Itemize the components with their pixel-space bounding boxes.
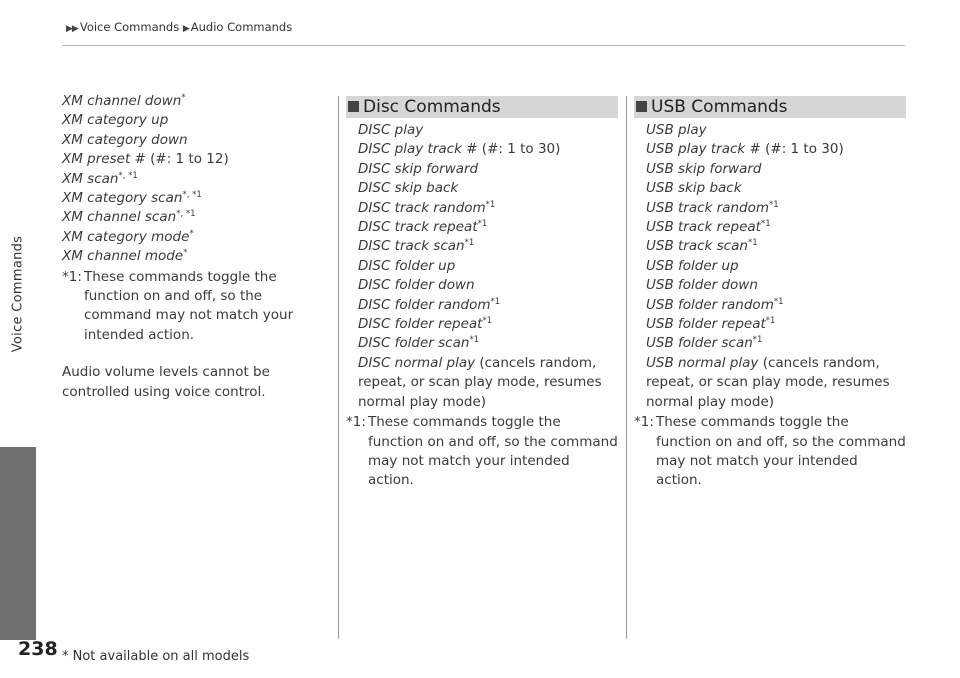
column-divider xyxy=(626,96,627,639)
footnote-marker: *, *1 xyxy=(176,209,196,220)
command-line xyxy=(646,199,906,218)
command-line xyxy=(358,121,618,140)
command-line xyxy=(358,296,618,315)
command-line xyxy=(62,131,324,150)
footnote-marker: *, *1 xyxy=(182,190,202,201)
command-line xyxy=(358,237,618,256)
footnote-marker: *1 xyxy=(760,219,771,230)
command-text: DISC folder scan xyxy=(358,335,470,352)
footnote-marker: *1 xyxy=(765,316,776,327)
double-arrow-icon: ▶▶ xyxy=(66,24,78,34)
command-text: USB folder random xyxy=(646,296,774,313)
note-text: These commands toggle the function on and off, so the command may not match your intended action. xyxy=(368,414,618,489)
command-line xyxy=(646,160,906,179)
breadcrumb-audio-commands[interactable]: Audio Commands xyxy=(190,20,293,34)
command-text: USB folder scan xyxy=(646,335,753,352)
usb-note xyxy=(634,413,906,491)
command-text: DISC play xyxy=(358,122,424,138)
footnote-marker: * xyxy=(189,228,194,239)
command-text: XM channel scan xyxy=(62,209,177,226)
footnote-marker: *1 xyxy=(485,199,496,210)
command-line xyxy=(62,92,324,111)
command-text: XM category scan xyxy=(62,190,183,207)
command-text: USB folder up xyxy=(646,257,739,274)
disc-commands-header xyxy=(346,96,618,118)
command-text: DISC play track xyxy=(358,141,462,158)
command-text: DISC track repeat xyxy=(358,219,478,236)
command-line xyxy=(358,257,618,276)
command-text: USB play track xyxy=(646,141,746,158)
command-text: XM channel down xyxy=(62,93,182,109)
footnote-marker: *1 xyxy=(773,296,784,307)
usb-normal-play-label: USB normal play xyxy=(646,354,759,371)
disc-normal-play-desc: (cancels random, repeat, or scan play mode, resumes normal play mode) xyxy=(358,354,602,410)
footnote-marker: *1 xyxy=(464,238,475,249)
command-line xyxy=(62,247,324,266)
side-tab-active-marker xyxy=(0,447,36,640)
command-text: USB folder down xyxy=(646,277,758,294)
command-line xyxy=(358,199,618,218)
footnote-marker: *1 xyxy=(490,296,501,307)
page-number: 238 xyxy=(18,638,58,660)
command-line xyxy=(62,228,324,247)
command-text: XM category mode xyxy=(62,228,190,245)
command-line xyxy=(62,208,324,227)
command-text: XM channel mode xyxy=(62,248,184,265)
side-tab-label[interactable]: Voice Commands xyxy=(10,235,26,353)
usb-commands-header xyxy=(634,96,906,118)
command-text: USB skip forward xyxy=(646,160,762,177)
command-line xyxy=(358,218,618,237)
footnote-marker: *1 xyxy=(769,199,779,210)
command-text: DISC folder down xyxy=(358,277,475,294)
breadcrumb xyxy=(66,20,292,34)
usb-column xyxy=(634,121,906,491)
footnote-marker: *1 xyxy=(482,316,493,327)
disc-column xyxy=(346,121,618,491)
command-text: DISC folder random xyxy=(358,296,491,313)
command-parameter: # (#: 1 to 12) xyxy=(130,151,229,168)
command-line xyxy=(646,218,906,237)
breadcrumb-voice-commands[interactable]: Voice Commands xyxy=(79,20,180,34)
footnote: * Not available on all models xyxy=(62,649,250,664)
left-note xyxy=(62,268,324,346)
column-divider xyxy=(338,96,339,639)
command-text: DISC skip back xyxy=(358,180,459,197)
command-line xyxy=(646,121,906,140)
command-line xyxy=(62,170,324,189)
command-parameter: # (#: 1 to 30) xyxy=(461,141,561,158)
usb-normal-play xyxy=(634,354,906,412)
command-line xyxy=(646,276,906,295)
command-line xyxy=(646,334,906,353)
footnote-marker: * xyxy=(181,93,186,103)
command-line xyxy=(358,160,618,179)
command-text: DISC folder up xyxy=(358,257,456,274)
square-bullet-icon xyxy=(636,101,647,112)
command-line xyxy=(646,315,906,334)
note-text: These commands toggle the function on and off, so the command may not match your intended action. xyxy=(84,268,294,343)
command-line xyxy=(358,315,618,334)
square-bullet-icon xyxy=(348,101,359,112)
usb-normal-play-desc: (cancels random, repeat, or scan play mode, resumes normal play mode) xyxy=(646,354,890,410)
footnote-marker: *1 xyxy=(477,219,488,230)
command-line xyxy=(646,237,906,256)
footnote-marker: *1 xyxy=(469,335,480,346)
command-parameter: # (#: 1 to 30) xyxy=(745,141,844,158)
command-text: DISC track scan xyxy=(358,238,465,255)
command-line xyxy=(358,140,618,159)
command-text: XM category up xyxy=(62,112,169,129)
command-text: DISC track random xyxy=(358,199,486,216)
disc-normal-play xyxy=(346,354,618,412)
footnote-marker: *1 xyxy=(747,238,758,249)
disc-normal-play-label: DISC normal play xyxy=(358,354,476,371)
command-text: XM preset xyxy=(62,151,131,168)
footnote-marker: *, *1 xyxy=(118,170,138,181)
command-text: DISC folder repeat xyxy=(358,316,483,333)
command-line xyxy=(62,111,324,130)
note-mark: *1: xyxy=(634,414,654,431)
command-line xyxy=(358,179,618,198)
note-text: These commands toggle the function on and off, so the command may not match your intended action. xyxy=(656,414,906,489)
command-text: USB folder repeat xyxy=(646,316,766,333)
command-line xyxy=(62,189,324,208)
footnote-marker: *1 xyxy=(752,335,763,346)
arrow-icon: ▶ xyxy=(182,24,189,34)
footnote-marker: * xyxy=(183,248,188,259)
command-text: USB track scan xyxy=(646,238,748,255)
note-mark: *1: xyxy=(346,414,366,431)
command-text: USB track random xyxy=(646,199,770,216)
disc-note xyxy=(346,413,618,491)
header-rule xyxy=(62,45,905,46)
command-line xyxy=(646,257,906,276)
command-text: USB track repeat xyxy=(646,219,761,236)
command-line xyxy=(358,276,618,295)
disc-commands-title: Disc Commands xyxy=(363,97,501,117)
xm-command-list xyxy=(62,92,324,267)
disc-command-list xyxy=(346,121,618,354)
volume-paragraph: Audio volume levels cannot be controlled using voice control. xyxy=(62,364,270,400)
command-line xyxy=(646,296,906,315)
usb-command-list xyxy=(634,121,906,354)
left-column xyxy=(62,92,324,402)
command-text: XM scan xyxy=(62,170,119,187)
command-line xyxy=(62,150,324,169)
note-mark: *1: xyxy=(62,268,82,285)
command-text: XM category down xyxy=(62,131,188,148)
command-line xyxy=(358,334,618,353)
command-line xyxy=(646,140,906,159)
command-text: DISC skip forward xyxy=(358,160,479,177)
command-text: USB play xyxy=(646,122,707,138)
usb-commands-title: USB Commands xyxy=(651,97,788,117)
command-text: USB skip back xyxy=(646,180,742,197)
command-line xyxy=(646,179,906,198)
